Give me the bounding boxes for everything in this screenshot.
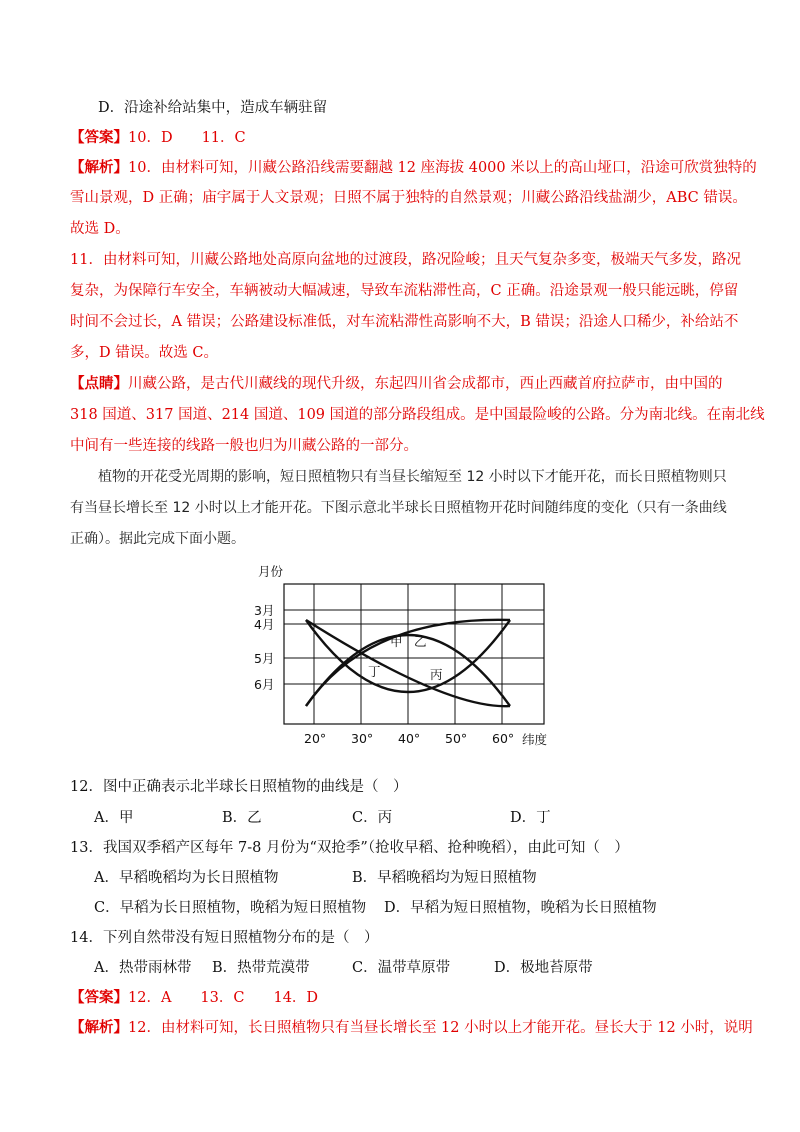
analysis-block-1	[70, 158, 757, 178]
q12-option-a: A．甲	[94, 810, 134, 826]
question-12-stem: 12．图中正确表示北半球长日照植物的曲线是（ ）	[70, 779, 408, 795]
analysis-block-2	[70, 1018, 753, 1038]
analysis-line: 雪山景观，D 正确；庙宇属于人文景观；日照不属于独特的自然景观；川藏公路沿线盐湖少，ABC 错误。	[70, 190, 747, 206]
analysis-line: 多，D 错误。故选 C。	[70, 345, 218, 361]
analysis-line: 时间不会过长，A 错误；公路建设标准低，对车流粘滞性高影响不大，B 错误；沿途人口稀少，补给站不	[70, 314, 739, 330]
q12-option-c: C．丙	[352, 810, 393, 826]
latitude-flowering-chart	[248, 560, 558, 750]
x-tick-label: 60°	[492, 731, 515, 746]
material-line: 有当昼长增长至 12 小时以上才能开花。下图示意北半球长日照植物开花时间随纬度的变化（只有一条曲线	[70, 500, 727, 516]
note-line: 中间有一些连接的线路一般也归为川藏公路的一部分。	[70, 438, 418, 454]
question-13-stem: 13．我国双季稻产区每年 7-8 月份为“双抢季”（抢收早稻、抢种晚稻），由此可知（ ）	[70, 840, 629, 856]
analysis-tag: 【解析】	[70, 159, 128, 176]
note-line: 318 国道、317 国道、214 国道、109 国道的部分路段组成。是中国最险峻的公路。分为南北线。在南北线	[70, 407, 765, 423]
q12-option-b: B．乙	[222, 810, 262, 826]
q13-option-d: D．早稻为短日照植物，晚稻为长日照植物	[384, 900, 657, 916]
x-tick-label: 20°	[304, 731, 327, 746]
analysis-line: 10．由材料可知，川藏公路沿线需要翻越 12 座海拔 4000 米以上的高山垭口，沿途可欣赏独特的	[128, 160, 757, 176]
curve-label: 乙	[414, 634, 427, 649]
option-d-text: D．沿途补给站集中，造成车辆驻留	[98, 100, 328, 116]
curve-label: 甲	[390, 634, 403, 649]
analysis-line: 复杂，为保障行车安全，车辆被动大幅减速，导致车流粘滞性高，C 正确。沿途景观一般只能远眺，停留	[70, 283, 739, 299]
answer-text: 12．A 13．C 14．D	[128, 990, 319, 1006]
answer-tag: 【答案】	[70, 129, 128, 146]
q14-option-a: A．热带雨林带	[94, 960, 192, 976]
analysis-line: 12．由材料可知，长日照植物只有当昼长增长至 12 小时以上才能开花。昼长大于 12 小时，说明	[128, 1020, 753, 1036]
y-tick-label: 3月	[254, 603, 275, 618]
y-tick-label: 6月	[254, 677, 275, 692]
material-line: 植物的开花受光周期的影响，短日照植物只有当昼长缩短至 12 小时以下才能开花，而长日照植物则只	[98, 469, 727, 485]
answer-block-1	[70, 128, 246, 148]
curve-label: 丙	[430, 667, 443, 682]
curve-label: 丁	[368, 664, 381, 679]
y-tick-label: 5月	[254, 651, 275, 666]
y-axis-label: 月份	[258, 564, 284, 579]
plot-frame	[284, 584, 544, 724]
q14-option-c: C．温带草原带	[352, 960, 451, 976]
q14-option-b: B．热带荒漠带	[212, 960, 310, 976]
x-tick-label: 40°	[398, 731, 421, 746]
q12-option-d: D．丁	[510, 810, 551, 826]
note-tag: 【点睛】	[70, 375, 128, 392]
material-line: 正确）。据此完成下面小题。	[70, 531, 245, 547]
q14-option-d: D．极地苔原带	[494, 960, 593, 976]
q13-option-b: B．早稻晚稻均为短日照植物	[352, 870, 537, 886]
note-block	[70, 374, 723, 394]
question-14-stem: 14．下列自然带没有短日照植物分布的是（ ）	[70, 930, 379, 946]
answer-tag: 【答案】	[70, 989, 128, 1006]
x-tick-label: 50°	[445, 731, 468, 746]
answer-text: 10．D 11．C	[128, 130, 246, 146]
analysis-line: 故选 D。	[70, 221, 130, 237]
q13-option-c: C．早稻为长日照植物，晚稻为短日照植物	[94, 900, 367, 916]
q13-option-a: A．早稻晚稻均为长日照植物	[94, 870, 279, 886]
analysis-line: 11．由材料可知，川藏公路地处高原向盆地的过渡段，路况险峻；且天气复杂多变，极端天气多发，路况	[70, 252, 741, 268]
chart-grid	[284, 584, 544, 724]
x-axis-label: 纬度	[522, 732, 548, 747]
answer-block-2	[70, 988, 318, 1008]
analysis-tag: 【解析】	[70, 1019, 128, 1036]
y-tick-label: 4月	[254, 617, 275, 632]
x-tick-label: 30°	[351, 731, 374, 746]
note-line: 川藏公路，是古代川藏线的现代升级，东起四川省会成都市，西止西藏首府拉萨市，由中国的	[128, 376, 723, 392]
